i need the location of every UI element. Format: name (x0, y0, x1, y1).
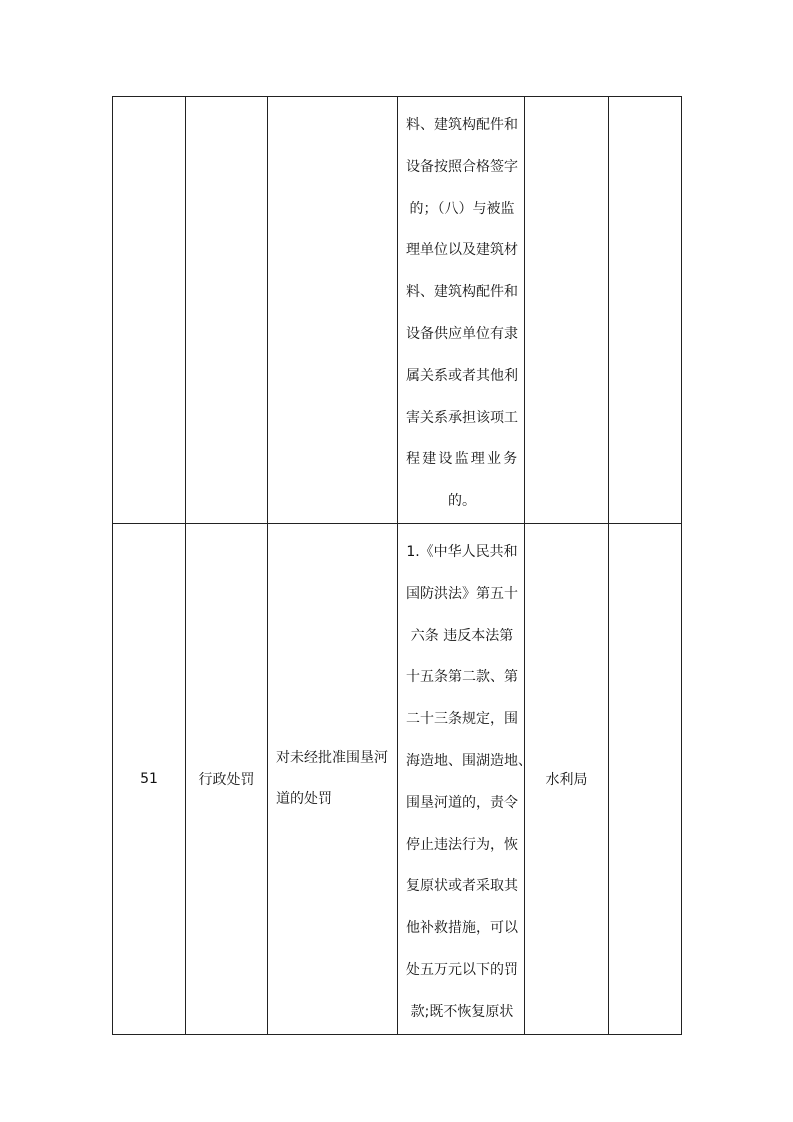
seq-cell (113, 97, 186, 524)
category-cell: 行政处罚 (186, 523, 268, 1034)
table-row-continued (113, 97, 682, 524)
law-line: 程建设监理业务 (406, 451, 520, 468)
law-line: 的；（八）与被监 (409, 200, 515, 217)
law-line: 属关系或者其他利 (406, 367, 518, 384)
table-row-51 (113, 523, 682, 1034)
law-line: 设备按照合格签字 (406, 158, 518, 175)
law-line: 十五条第二款、第 (406, 669, 518, 686)
law-line: 料、建筑构配件和 (406, 117, 518, 133)
law-line: 款;既不恢复原状 (410, 1003, 514, 1020)
item-cell (268, 97, 398, 524)
law-line: 六条 违反本法第 (410, 627, 514, 644)
law-basis-cell (398, 523, 532, 1034)
law-line: 的。 (448, 493, 476, 510)
law-line: 他补救措施，可以 (406, 920, 518, 937)
remark-cell (609, 97, 682, 524)
department-cell: 水利局 (525, 523, 609, 1034)
law-line: 停止违法行为，恢 (406, 836, 518, 853)
item-text (268, 738, 397, 820)
law-line: 料、建筑构配件和 (406, 284, 518, 301)
law-basis-text (398, 524, 532, 1034)
law-basis-cell (398, 97, 525, 524)
law-line: 1.《中华人民共和 (406, 543, 518, 560)
law-line: 害关系承担该项工 (406, 409, 518, 426)
law-line: 处五万元以下的罚 (406, 961, 518, 978)
law-line: 国防洪法》第五十 (406, 585, 518, 602)
department-cell (525, 97, 609, 524)
law-line: 复原状或者采取其 (406, 878, 518, 895)
item-cell (268, 523, 398, 1034)
item-line: 对未经批准围垦河 (276, 749, 388, 766)
remark-cell (609, 523, 682, 1034)
law-line: 海造地、围湖造地、 (406, 752, 532, 769)
law-line: 设备供应单位有隶 (406, 325, 518, 342)
law-line: 理单位以及建筑材 (406, 242, 518, 259)
seq-cell: 51 (113, 523, 186, 1034)
category-cell (186, 97, 268, 524)
enforcement-table (112, 96, 682, 1035)
law-line: 围垦河道的，责令 (406, 794, 518, 811)
item-line: 道的处罚 (276, 790, 332, 807)
law-line: 二十三条规定，围 (406, 711, 518, 728)
law-basis-text (398, 97, 524, 523)
